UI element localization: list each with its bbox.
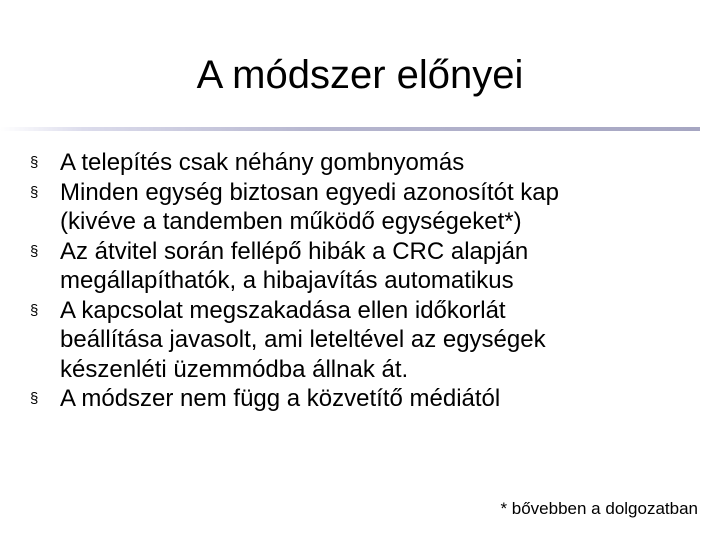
bullet-text-line: beállítása javasolt, ami leteltével az egységek [60,326,546,353]
bullet-text-line: Minden egység biztosan egyedi azonosítót kap [60,178,559,206]
footnote: * bővebben a dolgozatban [500,499,698,518]
bullet-marker-icon: § [30,154,39,171]
bullet-text-line: A módszer nem függ a közvetítő médiától [60,385,501,412]
bullet-list [30,148,710,414]
slide-title: A módszer előnyei [196,53,524,97]
bullet-text-line: A telepítés csak néhány gombnyomás [60,149,465,176]
title-divider [0,127,700,131]
bullet-item [30,237,710,296]
bullet-marker-icon: § [30,390,39,407]
bullet-item [30,296,710,385]
bullet-text-line: Az átvitel során fellépő hibák a CRC alapján [60,237,529,265]
bullet-item [30,178,710,237]
bullet-text-line: A kapcsolat megszakadása ellen időkorlát [60,296,506,324]
bullet-marker-icon: § [30,301,39,319]
bullet-text-line: készenléti üzemmódba állnak át. [60,355,409,383]
bullet-marker-icon: § [30,242,39,260]
bullet-text-line: megállapíthatók, a hibajavítás automatikus [60,267,514,294]
bullet-item [30,148,710,178]
bullet-text-line: (kivéve a tandemben működő egységeket*) [60,208,522,235]
bullet-item [30,384,710,414]
bullet-marker-icon: § [30,183,39,201]
